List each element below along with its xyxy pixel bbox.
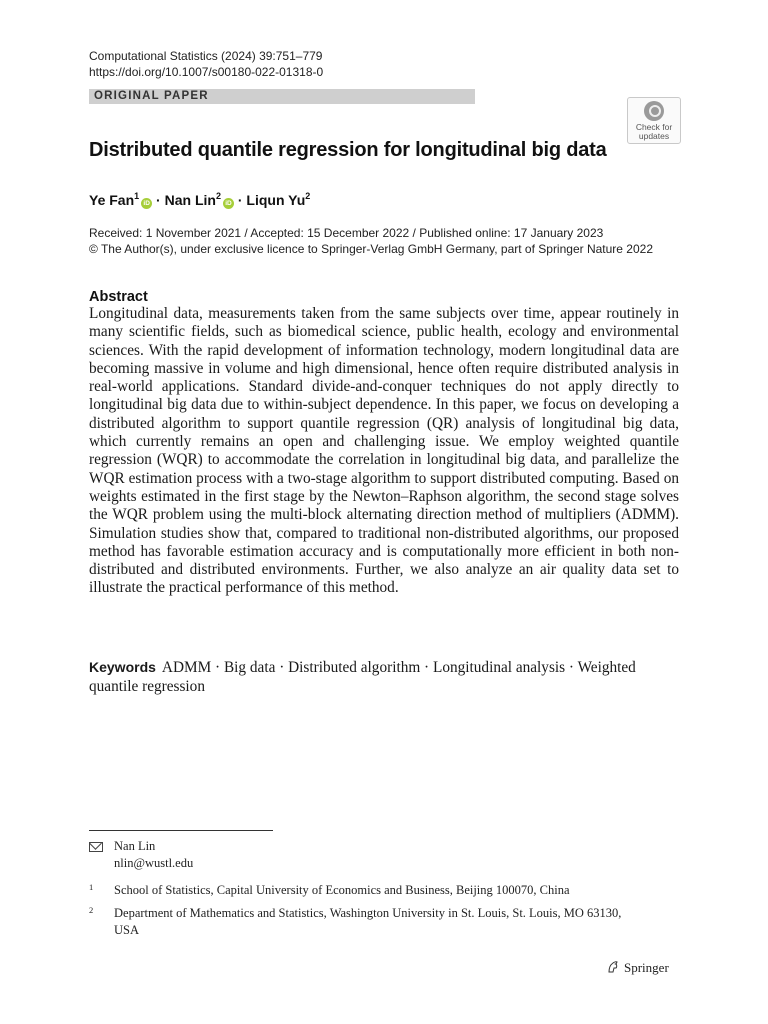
corresponding-email[interactable]: nlin@wustl.edu	[114, 856, 194, 870]
author-list	[89, 186, 310, 210]
orcid-icon[interactable]: iD	[141, 198, 152, 209]
check-updates-line1: Check for	[635, 122, 673, 132]
footnote-divider	[89, 830, 273, 831]
abstract-heading: Abstract	[89, 289, 148, 305]
received-accepted-published: Received: 1 November 2021 / Accepted: 15 December 2022 / Published online: 17 January 2023	[89, 226, 604, 240]
check-for-updates-badge[interactable]	[627, 97, 681, 144]
crossmark-icon	[644, 101, 664, 121]
springer-horse-icon	[606, 960, 620, 974]
keywords-label: Keywords	[89, 659, 156, 675]
orcid-icon[interactable]: iD	[223, 198, 234, 209]
publication-dates	[89, 225, 653, 257]
publisher-logo	[606, 959, 669, 977]
affiliation-number: 1	[89, 882, 94, 892]
keywords-list: ADMM · Big data · Distributed algorithm · Longitudinal analysis · Weighted quantile regression	[89, 659, 636, 695]
keywords	[89, 658, 679, 696]
affiliation-text: School of Statistics, Capital University of Economics and Business, Beijing 100070, China	[114, 883, 570, 897]
copyright-notice: © The Author(s), under exclusive licence to Springer-Verlag GmbH Germany, part of Springer Nature 2022	[89, 242, 653, 256]
author-name: Nan Lin	[164, 192, 216, 208]
author-2[interactable]	[165, 192, 234, 208]
author-affiliation-marker: 1	[134, 191, 140, 201]
author-affiliation-marker: 2	[305, 191, 311, 201]
author-separator: ·	[233, 192, 247, 208]
author-affiliation-marker: 2	[215, 191, 221, 201]
doi-link[interactable]: https://doi.org/10.1007/s00180-022-01318-0	[89, 65, 324, 79]
author-name: Ye Fan	[89, 192, 135, 208]
journal-info	[89, 48, 323, 80]
check-updates-line2: updates	[638, 131, 670, 141]
envelope-icon	[89, 842, 103, 852]
abstract-text: Longitudinal data, measurements taken from the same subjects over time, appear routinely in many scientific fields, such as biomedical science, public health, ecology and environmental sciences. With the rapid development of information technology, modern longitudinal data are becoming massive in volume and high dimensional, hence often require distributed analysis in real-world applications. Standard divide-and-conquer techniques do not apply directly to longitudinal big data due to within-subject dependence. In this paper, we focus on developing a distributed algorithm to support quantile regression (QR) analysis of longitudinal big data, which currently remains an open and challenging issue. We employ weighted quantile regression (WQR) to accommodate the correlation in longitudinal big data, and parallelize the WQR estimation process with a two-stage algorithm to support distributed computing. Based on weights estimated in the first stage by the Newton–Raphson algorithm, the second stage solves the WQR problem using the multi-block alternating direction method of multipliers (ADMM). Simulation studies show that, compared to traditional non-distributed algorithms, our proposed method has favorable estimation accuracy and is computationally more efficient in both non-distributed and distributed environments. Further, we also analyze an air quality data set to illustrate the practical performance of this method.	[89, 305, 679, 597]
article-type-banner	[89, 89, 475, 104]
article-type-label: ORIGINAL PAPER	[94, 90, 209, 102]
corresponding-name: Nan Lin	[114, 839, 156, 853]
affiliation-number: 2	[89, 905, 94, 915]
publisher-name: Springer	[624, 960, 669, 975]
author-separator: ·	[152, 192, 165, 208]
paper-title: Distributed quantile regression for longitudinal big data	[89, 139, 607, 161]
author-name: Liqun Yu	[246, 192, 306, 208]
affiliation-text: Department of Mathematics and Statistics, Washington University in St. Louis, St. Louis, MO 63130, USA	[114, 906, 622, 937]
author-1[interactable]	[89, 192, 152, 208]
journal-citation: Computational Statistics (2024) 39:751–779	[89, 49, 323, 63]
author-3[interactable]	[246, 192, 310, 208]
